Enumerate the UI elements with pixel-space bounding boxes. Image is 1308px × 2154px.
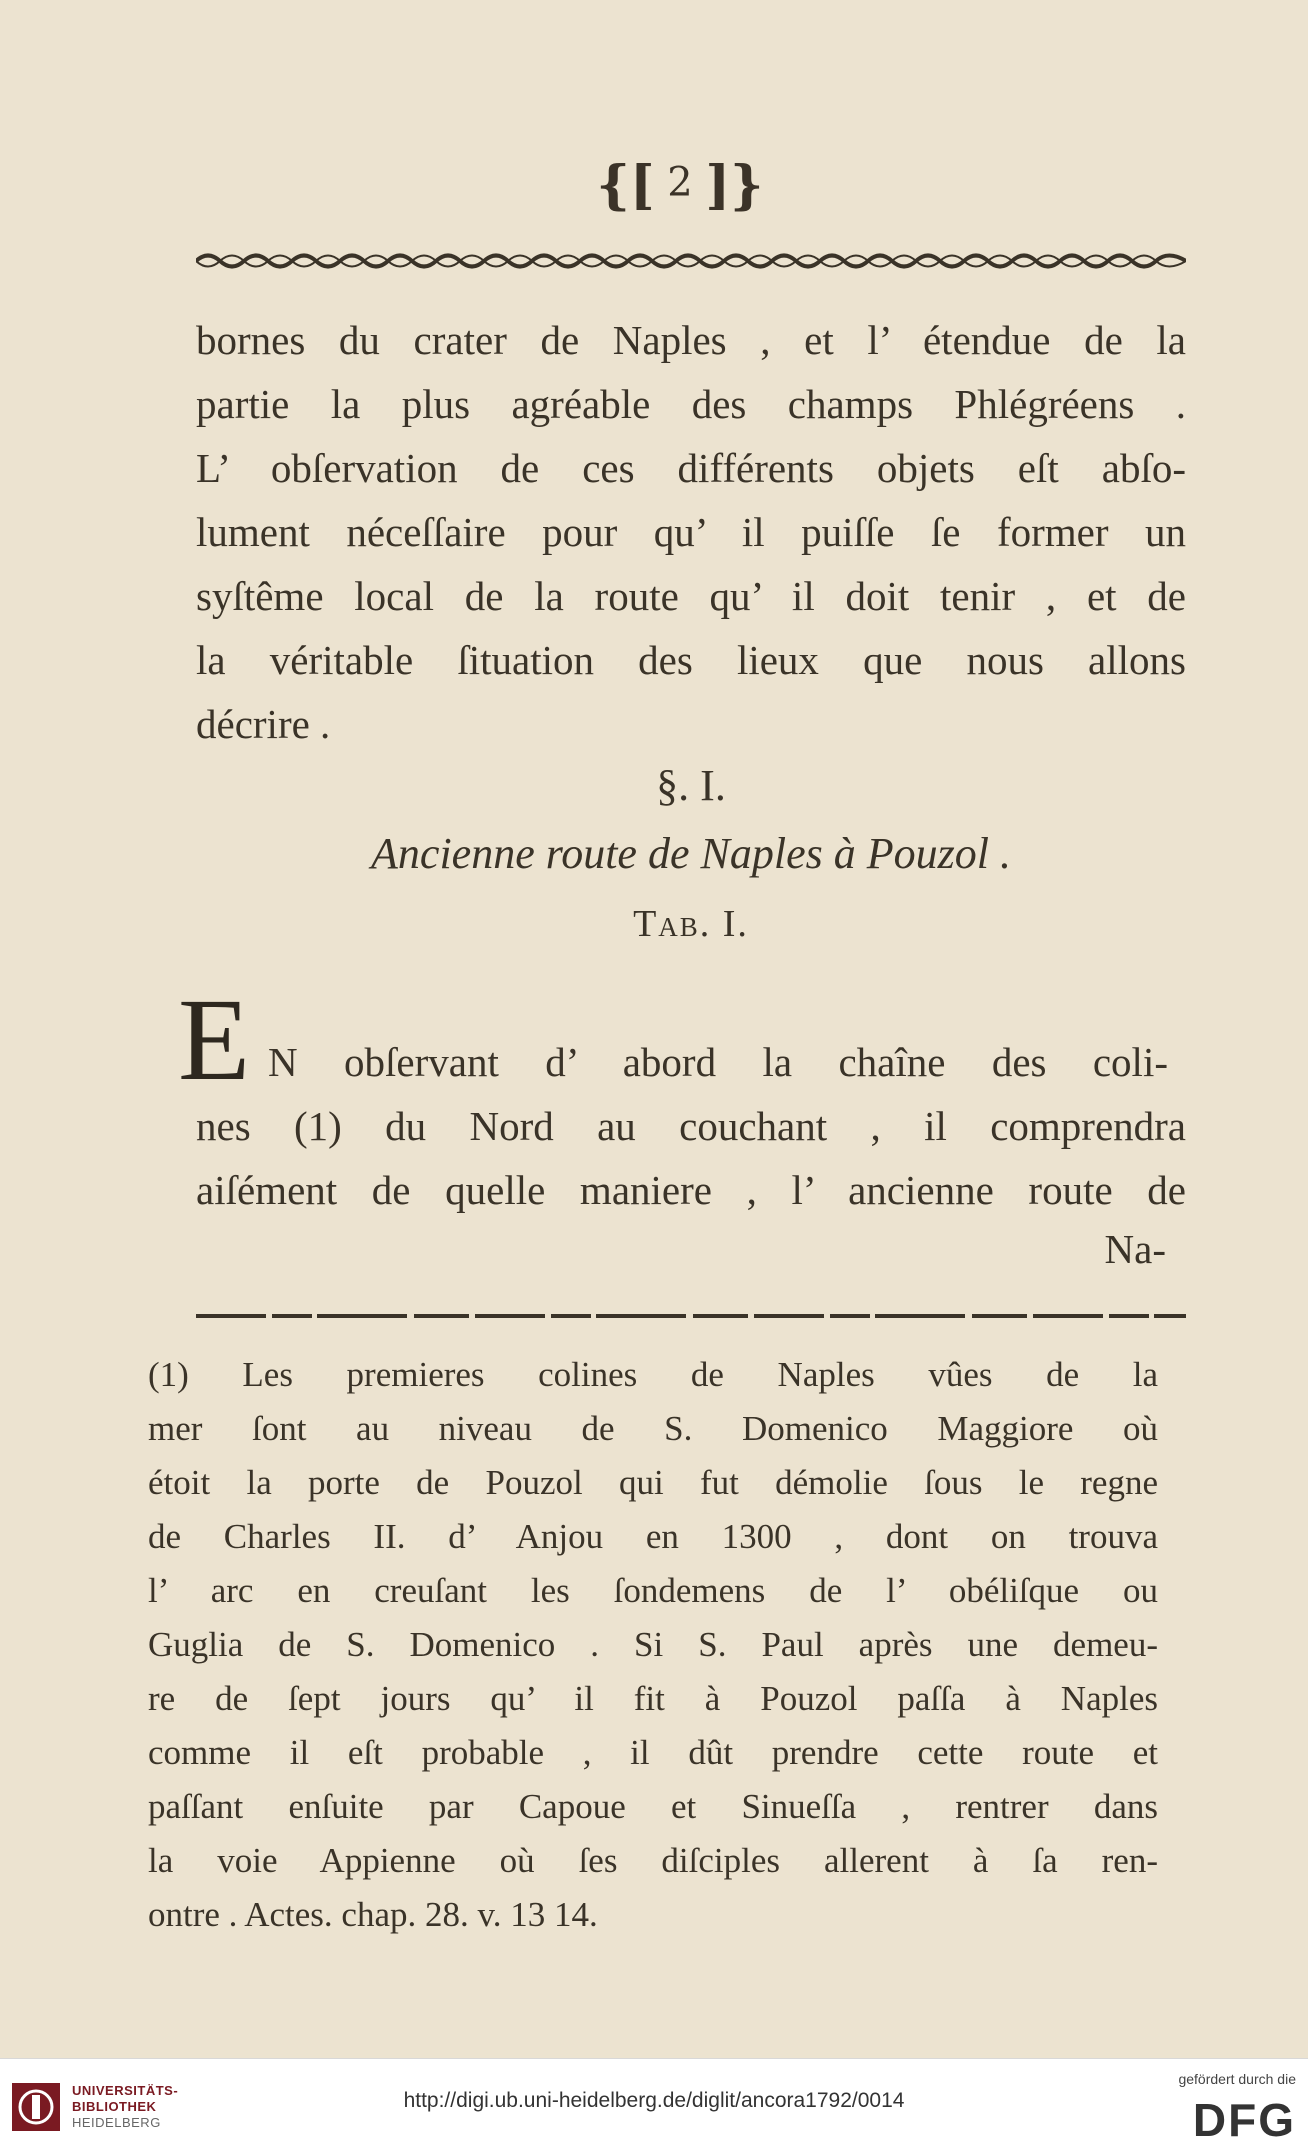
text-line: décrire .	[196, 701, 331, 747]
university-seal-icon	[10, 2081, 62, 2133]
catchword: Na-	[1104, 1226, 1166, 1272]
dfg-logo: DFG	[1192, 2094, 1296, 2146]
bracket-ornament-right: ]}	[705, 155, 764, 216]
footnote-divider	[196, 1312, 1186, 1320]
digitization-footer	[0, 2058, 1308, 2154]
page-number: 2	[667, 159, 693, 206]
text-line: L’ obſervation de ces différents objets eſt abſo-	[196, 445, 1186, 491]
footnote-line: étoit la porte de Pouzol qui fut démolie ſous le regne	[148, 1463, 1158, 1502]
library-name-line: BIBLIOTHEK	[72, 2099, 157, 2114]
plate-reference: Tab. I.	[633, 903, 749, 945]
text-line: lument néceſſaire pour qu’ il puiſſe ſe former un	[196, 509, 1186, 555]
section-title: Ancienne route de Naples à Pouzol .	[371, 829, 1011, 878]
footnote-line: re de ſept jours qu’ il fit à Pouzol paſſa à Naples	[148, 1679, 1158, 1718]
footnote-line: Guglia de S. Domenico . Si S. Paul après une demeu-	[148, 1625, 1158, 1664]
library-name-line: HEIDELBERG	[72, 2115, 161, 2130]
footnote-line: (1) Les premieres colines de Naples vûes de la	[148, 1355, 1158, 1394]
library-name	[72, 2083, 178, 2131]
text-line: syſtême local de la route qu’ il doit tenir , et de	[196, 573, 1186, 619]
text-line: nes (1) du Nord au couchant , il comprendra	[196, 1103, 1186, 1149]
library-name-line: UNIVERSITÄTS-	[72, 2083, 179, 2098]
text-line: aiſément de quelle maniere , l’ ancienne route de	[196, 1167, 1186, 1213]
text-line: N obſervant d’ abord la chaîne des coli-	[268, 1039, 1168, 1085]
bracket-ornament-left: {[	[596, 155, 655, 216]
section-mark: §. I.	[656, 761, 726, 810]
text-line: la véritable ſituation des lieux que nous allons	[196, 637, 1186, 683]
drop-cap: E	[178, 974, 251, 1105]
footnote-line: la voie Appienne où ſes diſciples allerent à ſa ren-	[148, 1841, 1158, 1880]
footnote-line: de Charles II. d’ Anjou en 1300 , dont on trouva	[148, 1517, 1158, 1556]
text-line: bornes du crater de Naples , et l’ étendue de la	[196, 317, 1186, 363]
permalink-url[interactable]: http://digi.ub.uni-heidelberg.de/diglit/ancora1792/0014	[403, 2089, 905, 2112]
text-line: partie la plus agréable des champs Phlégréens .	[196, 381, 1186, 427]
footnote-line: ontre . Actes. chap. 28. v. 13 14.	[148, 1895, 598, 1934]
ornamental-rule	[196, 248, 1186, 274]
funded-by-label: gefördert durch die	[1178, 2071, 1296, 2087]
footnote-line: l’ arc en creuſant les ſondemens de l’ obéliſque ou	[148, 1571, 1158, 1610]
footnote-line: comme il eſt probable , il dût prendre cette route et	[148, 1733, 1158, 1772]
footnote-line: paſſant enſuite par Capoue et Sinueſſa , rentrer dans	[148, 1787, 1158, 1826]
page-number-header	[590, 155, 770, 215]
footnote-line: mer ſont au niveau de S. Domenico Maggiore où	[148, 1409, 1158, 1448]
